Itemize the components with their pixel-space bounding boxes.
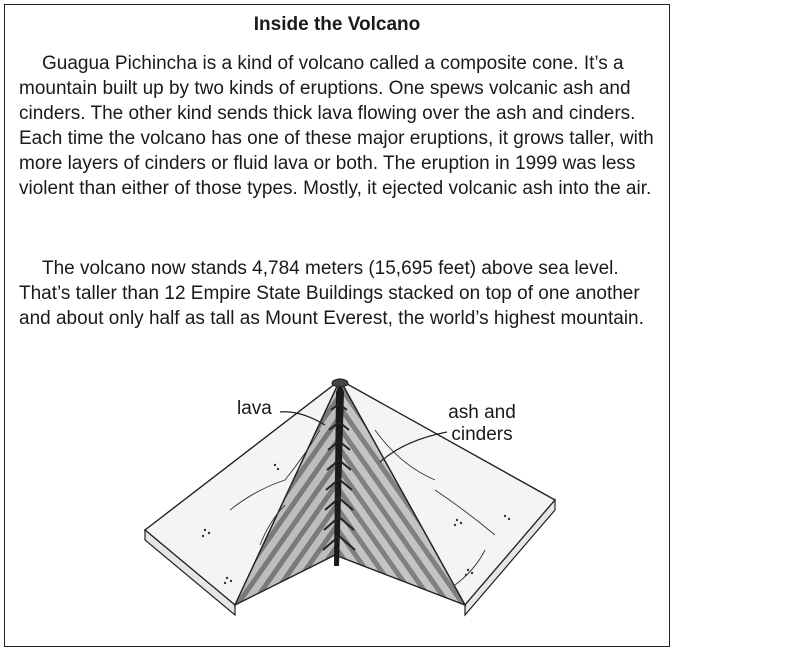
lava-label: lava bbox=[237, 398, 272, 419]
paragraph-1: Guagua Pichincha is a kind of volcano called a composite cone. It’s a mountain built up by two kinds of eruptions. One spews volcanic ash and cinders. The other kind sends thick lava flowing over the ash and cinders. Each time the volcano has one of these major eruptions, it grows taller, with more layers of cinders or fluid lava or both. The eruption in 1999 was less violent than either of those types. Mostly, it ejected volcanic ash into the air. bbox=[19, 53, 654, 199]
crater bbox=[332, 379, 348, 387]
passage-title: Inside the Volcano bbox=[253, 14, 421, 35]
paragraph-2: The volcano now stands 4,784 meters (15,695 feet) above sea level. That’s taller than 12 Empire State Buildings stacked on top of one another and about only half as tall as Mount Everest, the world’s highest mountain. bbox=[19, 258, 644, 329]
ash-and-cinders-label: ash and cinders bbox=[448, 402, 516, 445]
